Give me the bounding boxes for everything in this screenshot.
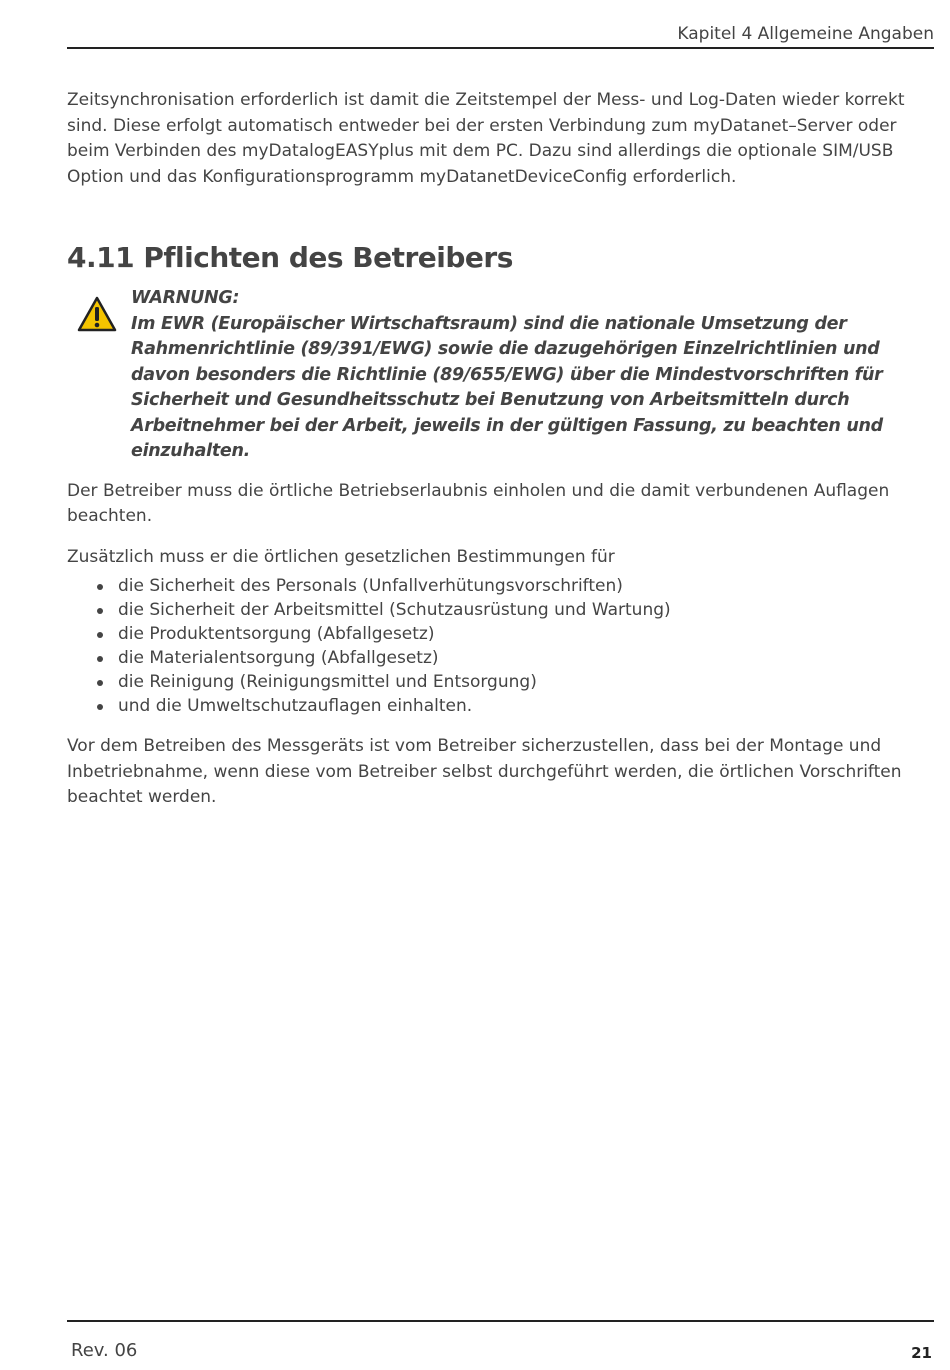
regulations-list — [67, 574, 934, 718]
list-item: die Materialentsorgung (Abfallgesetz) — [97, 646, 934, 670]
page-header — [67, 22, 934, 49]
paragraph-regulations-intro: Zusätzlich muss er die örtlichen gesetzlichen Bestimmungen für — [67, 546, 615, 567]
section-number: 4.11 — [67, 241, 135, 274]
warning-title: WARNUNG: — [131, 288, 240, 308]
list-item: die Produktentsorgung (Abfallgesetz) — [97, 622, 934, 646]
bullet-icon — [97, 632, 103, 638]
page-content — [67, 88, 934, 811]
paragraph-installation: Vor dem Betreiben des Messgeräts ist vom Betreiber sicherzustellen, dass bei der Montage und Inbetriebnahme, wenn diese vom Betreiber selbst durchgeführt werden, die örtlichen Vorschriften beachtet werden. — [67, 736, 902, 807]
paragraph-operating-permit: Der Betreiber muss die örtliche Betriebserlaubnis einholen und die damit verbundenen Auflagen beachten. — [67, 480, 890, 526]
page-footer — [67, 1320, 934, 1362]
list-item: die Sicherheit der Arbeitsmittel (Schutzausrüstung und Wartung) — [97, 598, 934, 622]
bullet-icon — [97, 584, 103, 590]
revision-label: Rev. 06 — [71, 1340, 138, 1361]
list-item: die Reinigung (Reinigungsmittel und Entsorgung) — [97, 670, 934, 694]
warning-content — [131, 286, 934, 465]
bullet-icon — [97, 680, 103, 686]
bullet-icon — [97, 608, 103, 614]
warning-text: Im EWR (Europäischer Wirtschaftsraum) sind die nationale Umsetzung der Rahmenrichtlinie (89/391/EWG) sowie die dazugehörigen Einzelrichtlinien und davon besonders die Richtlinie (89/655/EWG) über die Mindestvorschriften für Sicherheit und Gesundheitsschutz bei Benutzung von Arbeitsmitteln durch Arbeitnehmer bei der Arbeit, jeweils in der gültigen Fassung, zu beachten und einzuhalten. — [131, 313, 883, 461]
page-number: 21 — [911, 1344, 932, 1362]
warning-triangle-icon — [77, 296, 117, 332]
list-item: die Sicherheit des Personals (Unfallverhütungsvorschriften) — [97, 574, 934, 598]
chapter-title: Kapitel 4 Allgemeine Angaben — [677, 24, 934, 44]
section-heading — [67, 240, 934, 276]
list-item: und die Umweltschutzauflagen einhalten. — [97, 694, 934, 718]
warning-box — [67, 286, 934, 465]
intro-paragraph: Zeitsynchronisation erforderlich ist damit die Zeitstempel der Mess- und Log-Daten wieder korrekt sind. Diese erfolgt automatisch entweder bei der ersten Verbindung zum myDatanet–Server oder beim Verbinden des myDatalogEASYplus mit dem PC. Dazu sind allerdings die optionale SIM/USB Option und das Konfigurationsprogramm myDatanetDeviceConfig erforderlich. — [67, 90, 905, 187]
section-title: Pflichten des Betreibers — [143, 241, 513, 274]
bullet-icon — [97, 704, 103, 710]
bullet-icon — [97, 656, 103, 662]
